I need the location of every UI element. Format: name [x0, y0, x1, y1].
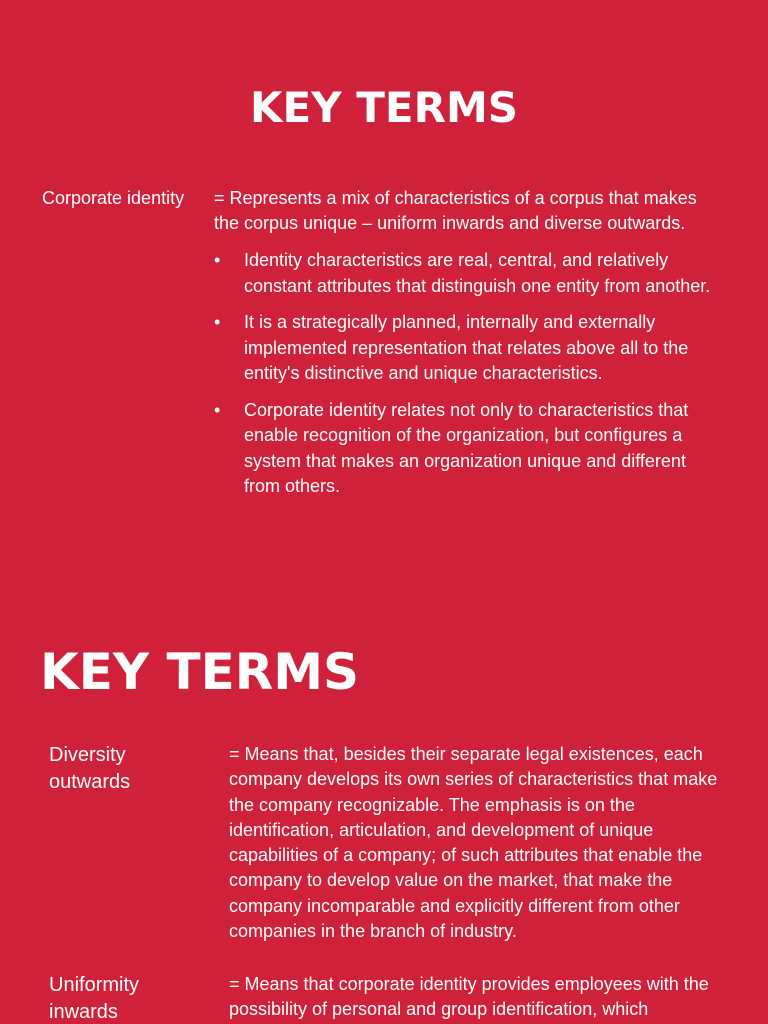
definition-uniformity-inwards: = Means that corporate identity provides employees with the possibility of personal and group identification, which: [229, 974, 709, 1020]
definition-corporate-identity: = Represents a mix of characteristics of a corpus that makes the corpus unique – uniform inwards and diverse outwards.: [214, 188, 697, 233]
bullet-icon: •: [214, 250, 221, 270]
bullet-item: [214, 310, 724, 387]
definition-diversity-outwards: = Means that, besides their separate legal existences, each company develops its own series of characteristics that make the company recognizable. The emphasis is on the identification, articulation, and development of unique capabilities of a company; of such attributes that enable the company to develop value on the market, that make the company incomparable and explicitly different from other companies in the branch of industry.: [229, 744, 718, 942]
bullet-list: [214, 248, 724, 511]
slide-title: KEY TERMS: [40, 643, 360, 701]
slide-title: KEY TERMS: [250, 83, 518, 132]
bullet-item: [214, 248, 724, 299]
bullet-icon: •: [214, 312, 221, 332]
term-diversity-outwards: Diversity outwards: [49, 744, 131, 793]
bullet-text: Identity characteristics are real, central, and relatively constant attributes that distinguish one entity from another.: [244, 250, 711, 296]
bullet-icon: •: [214, 399, 221, 420]
bullet-text: Corporate identity relates not only to characteristics that enable recognition of the organization, but configures a system that makes an organization unique and different from others.: [244, 399, 689, 496]
term-uniformity-inwards: Uniformity inwards: [49, 974, 140, 1023]
bullet-text: It is a strategically planned, internally and externally implemented representation that relates above all to the entity's distinctive and unique characteristics.: [244, 312, 689, 383]
bullet-item: [214, 398, 724, 500]
term-corporate-identity: Corporate identity: [42, 188, 185, 208]
slide-diversity-uniformity: [0, 600, 768, 1024]
